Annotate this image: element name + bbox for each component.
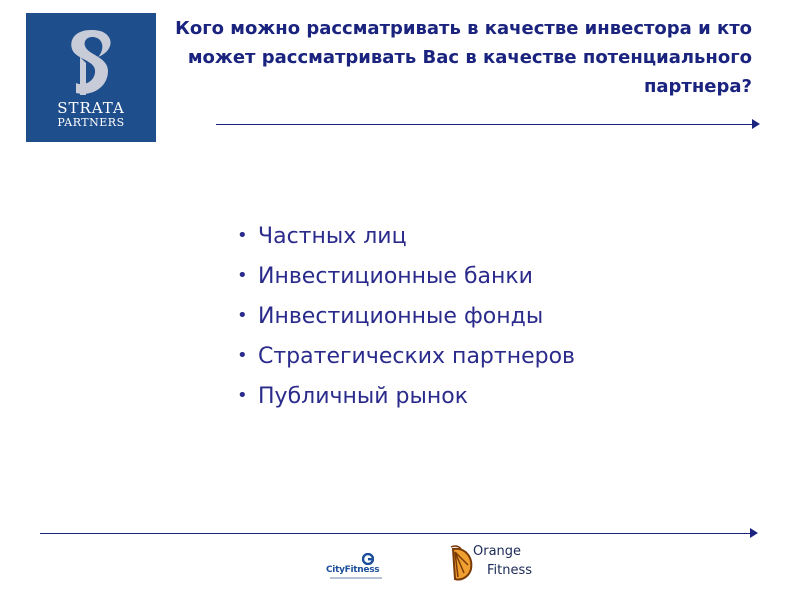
footer-rule-arrow-icon [750, 528, 758, 538]
bullet-icon: • [237, 305, 248, 326]
logo-text-partners: PARTNERS [57, 116, 125, 129]
bullet-icon: • [237, 385, 248, 406]
slide-title: Кого можно рассматривать в качестве инвестора и кто может рассматривать Вас в качестве потенциального партнера? [175, 18, 752, 97]
cityfitness-logo [326, 553, 386, 581]
logo-text-strata: STRATA [57, 99, 125, 117]
orange-slice-icon [449, 543, 475, 583]
orange-fitness-text-line1: Orange [473, 544, 522, 559]
bullet-icon: • [237, 345, 248, 366]
bullet-text: Стратегических партнеров [258, 344, 576, 369]
bullet-text: Инвестиционные банки [258, 264, 533, 289]
bullet-list [237, 216, 575, 416]
footer-rule [40, 533, 752, 534]
bullet-text: Частных лиц [258, 224, 407, 249]
title-rule-arrow-icon [752, 119, 760, 129]
list-item [237, 336, 575, 376]
orange-fitness-text-line2: Fitness [487, 563, 533, 578]
list-item [237, 216, 575, 256]
list-item [237, 256, 575, 296]
list-item [237, 376, 575, 416]
cityfitness-text: CityFitness [326, 565, 380, 575]
title-underline-rule [216, 124, 754, 125]
strata-s-emblem-icon [64, 27, 118, 97]
bullet-icon: • [237, 265, 248, 286]
list-item [237, 296, 575, 336]
bullet-text: Публичный рынок [258, 384, 468, 409]
bullet-icon: • [237, 225, 248, 246]
bullet-text: Инвестиционные фонды [258, 304, 544, 329]
cityfitness-g-icon [362, 553, 374, 565]
cityfitness-tagline-bar [330, 577, 382, 579]
strata-partners-logo [26, 13, 156, 142]
